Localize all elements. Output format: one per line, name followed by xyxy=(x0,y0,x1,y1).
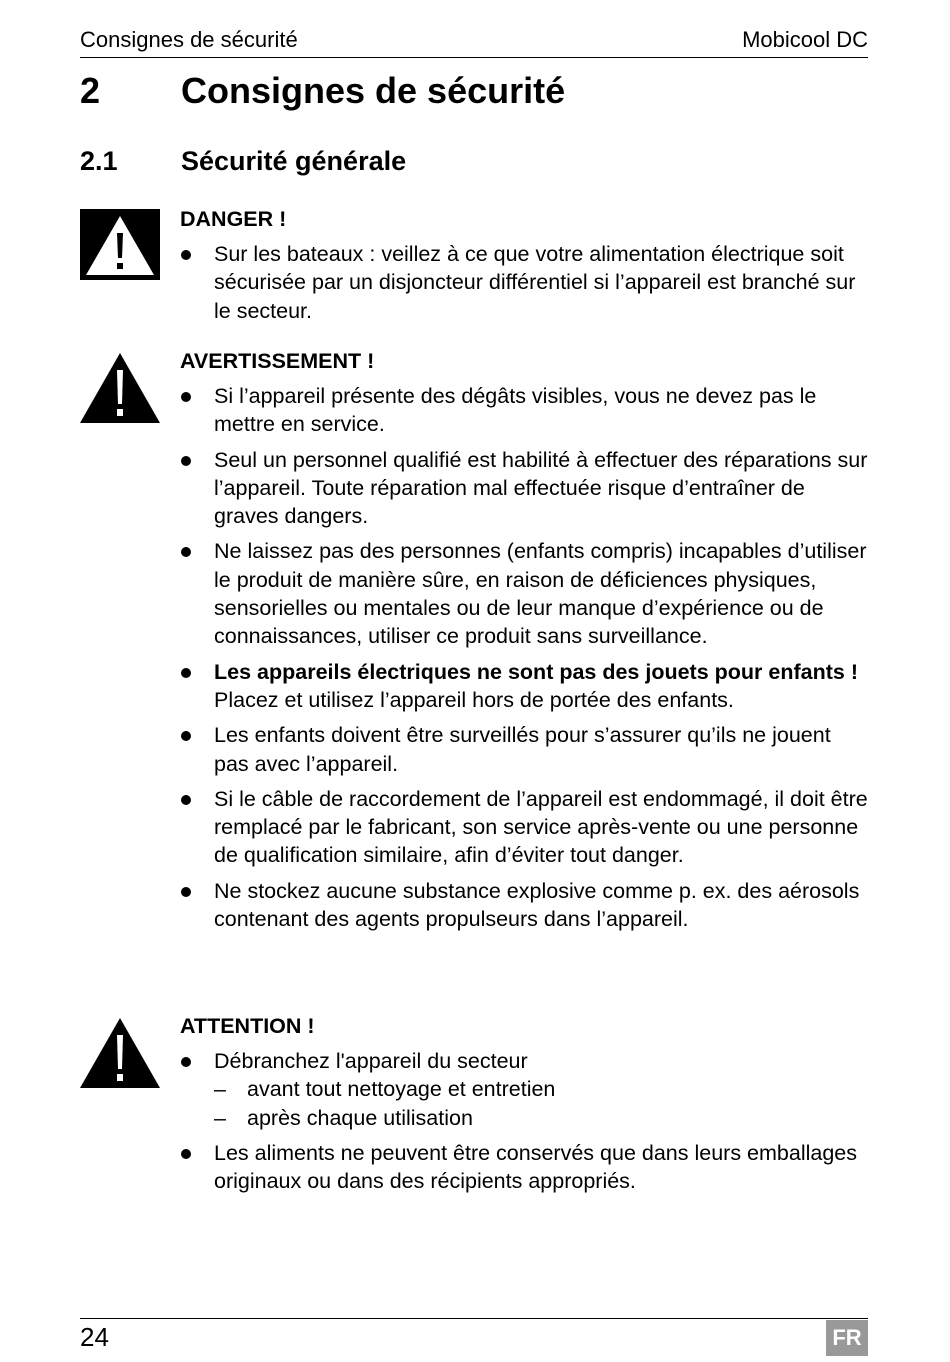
emphasis-text: Les appareils électriques ne sont pas des jouets pour enfants ! xyxy=(214,659,858,684)
warning-notice xyxy=(180,347,870,940)
warning-triangle-icon xyxy=(80,352,160,423)
sub-item: – après chaque utilisation xyxy=(214,1105,473,1130)
list-item: Les enfants doivent être surveillés pour s’assurer qu’ils ne jouent pas avec l’appareil. xyxy=(180,721,870,778)
warning-title: AVERTISSEMENT ! xyxy=(180,349,375,373)
item-text: Placez et utilisez l’appareil hors de portée des enfants. xyxy=(214,687,734,712)
page-number: 24 xyxy=(80,1322,109,1352)
item-text: Débranchez l'appareil du secteur xyxy=(214,1049,528,1073)
chapter-number: 2 xyxy=(80,70,101,111)
list-item xyxy=(180,658,870,715)
running-header xyxy=(80,24,868,58)
caution-notice xyxy=(180,1012,870,1202)
danger-title: DANGER ! xyxy=(180,207,287,231)
list-item: Sur les bateaux : veillez à ce que votre alimentation électrique soit sécurisée par un disjoncteur différentiel si l’appareil est branché sur le secteur. xyxy=(180,240,870,325)
list-item: Si l’appareil présente des dégâts visibles, vous ne devez pas le mettre en service. xyxy=(180,382,870,439)
caution-title: ATTENTION ! xyxy=(180,1014,315,1038)
list-item xyxy=(180,1047,870,1132)
section-number: 2.1 xyxy=(80,146,118,176)
header-section-title: Consignes de sécurité xyxy=(80,27,298,52)
chapter-title: Consignes de sécurité xyxy=(181,70,566,111)
danger-notice xyxy=(180,205,870,332)
caution-triangle-icon xyxy=(80,1017,160,1088)
list-item: Seul un personnel qualifié est habilité à effectuer des réparations sur l’appareil. Toute réparation mal effectuée risque d’entraîner de graves dangers. xyxy=(180,446,870,531)
header-product-name: Mobicool DC xyxy=(742,27,868,52)
list-item: Si le câble de raccordement de l’appareil est endommagé, il doit être remplacé par le fabricant, son service après-vente ou une personne de qualification similaire, afin d’éviter tout danger. xyxy=(180,785,870,870)
footer-divider xyxy=(80,1318,868,1319)
list-item: Ne laissez pas des personnes (enfants compris) incapables d’utiliser le produit de manière sûre, en raison de déficiences physiques, sensorielles ou mentales ou de leur manque d’expérience ou de connaissances, utiliser ce produit sans surveillance. xyxy=(180,537,870,650)
list-item: Ne stockez aucune substance explosive comme p. ex. des aérosols contenant des agents propulseurs dans l’appareil. xyxy=(180,877,870,934)
list-item: Les aliments ne peuvent être conservés que dans leurs emballages originaux ou dans des récipients appropriés. xyxy=(180,1139,870,1196)
danger-warning-icon xyxy=(80,209,160,280)
sub-item: – avant tout nettoyage et entretien xyxy=(214,1077,556,1102)
section-title: Sécurité générale xyxy=(181,146,407,176)
language-tab: FR xyxy=(826,1320,868,1356)
